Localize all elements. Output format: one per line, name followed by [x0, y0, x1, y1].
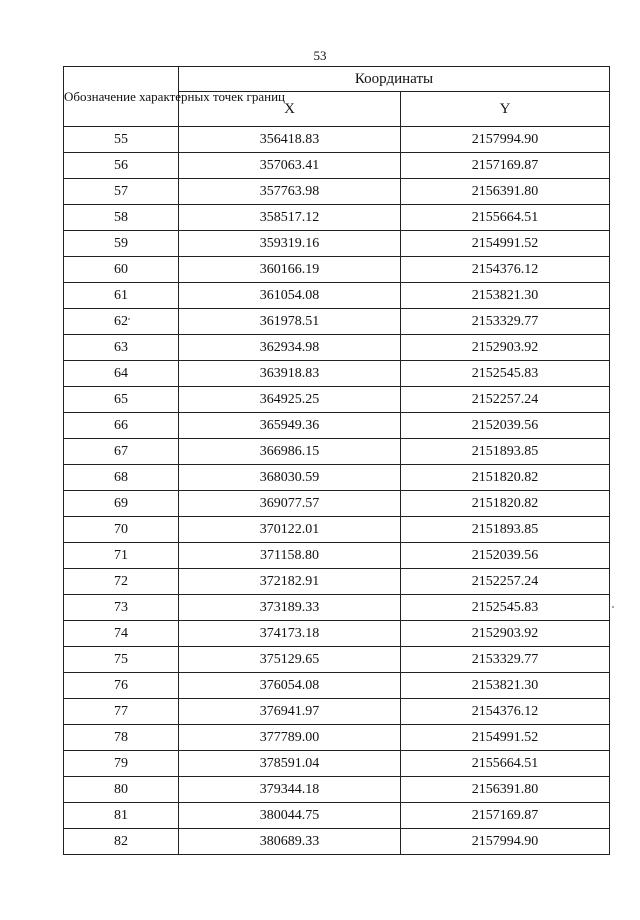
point-cell: 80: [64, 777, 179, 803]
x-coordinate-cell: 373189.33: [179, 595, 401, 621]
table-row: [64, 387, 610, 413]
point-cell: 75: [64, 647, 179, 673]
point-cell: 61: [64, 283, 179, 309]
y-coordinate-cell: 2151893.85: [401, 517, 610, 543]
scan-speck: [612, 606, 614, 608]
point-cell: 55: [64, 127, 179, 153]
y-coordinate-cell: 2156391.80: [401, 179, 610, 205]
table-row: [64, 621, 610, 647]
table-row: [64, 335, 610, 361]
point-cell: 65: [64, 387, 179, 413]
y-coordinate-cell: 2154991.52: [401, 231, 610, 257]
table-row: [64, 439, 610, 465]
x-coordinate-cell: 378591.04: [179, 751, 401, 777]
table-row: [64, 127, 610, 153]
point-cell: 69: [64, 491, 179, 517]
y-column-header: Y: [401, 92, 610, 127]
point-designation-header: Обозначение характерных точек границ: [64, 67, 179, 127]
y-coordinate-cell: 2153821.30: [401, 283, 610, 309]
point-cell: 77: [64, 699, 179, 725]
table-row: [64, 231, 610, 257]
x-coordinate-cell: 364925.25: [179, 387, 401, 413]
point-cell: 76: [64, 673, 179, 699]
point-cell: 73: [64, 595, 179, 621]
x-coordinate-cell: 360166.19: [179, 257, 401, 283]
point-cell: 60: [64, 257, 179, 283]
x-coordinate-cell: 380689.33: [179, 829, 401, 855]
y-coordinate-cell: 2154376.12: [401, 257, 610, 283]
y-coordinate-cell: 2152903.92: [401, 621, 610, 647]
x-coordinate-cell: 363918.83: [179, 361, 401, 387]
point-cell: 72: [64, 569, 179, 595]
x-coordinate-cell: 374173.18: [179, 621, 401, 647]
coordinates-header: Координаты: [179, 67, 610, 92]
y-coordinate-cell: 2155664.51: [401, 751, 610, 777]
y-coordinate-cell: 2152257.24: [401, 569, 610, 595]
table-row: [64, 283, 610, 309]
table-row: [64, 517, 610, 543]
point-cell: 57: [64, 179, 179, 205]
table-row: [64, 465, 610, 491]
point-cell: 62: [64, 309, 179, 335]
x-coordinate-cell: 362934.98: [179, 335, 401, 361]
x-coordinate-cell: 369077.57: [179, 491, 401, 517]
x-coordinate-cell: 375129.65: [179, 647, 401, 673]
table-row: [64, 205, 610, 231]
table-row: [64, 491, 610, 517]
point-cell: 56: [64, 153, 179, 179]
table-row: [64, 777, 610, 803]
y-coordinate-cell: 2152257.24: [401, 387, 610, 413]
table-row: [64, 309, 610, 335]
x-coordinate-cell: 379344.18: [179, 777, 401, 803]
y-coordinate-cell: 2157169.87: [401, 803, 610, 829]
point-cell: 71: [64, 543, 179, 569]
table-row: [64, 179, 610, 205]
point-cell: 70: [64, 517, 179, 543]
y-coordinate-cell: 2157994.90: [401, 829, 610, 855]
x-coordinate-cell: 356418.83: [179, 127, 401, 153]
x-coordinate-cell: 358517.12: [179, 205, 401, 231]
point-cell: 58: [64, 205, 179, 231]
y-coordinate-cell: 2152545.83: [401, 595, 610, 621]
table-row: [64, 725, 610, 751]
point-cell: 78: [64, 725, 179, 751]
y-coordinate-cell: 2153329.77: [401, 647, 610, 673]
coordinates-table: [63, 66, 610, 855]
table-row: [64, 543, 610, 569]
y-coordinate-cell: 2155664.51: [401, 205, 610, 231]
y-coordinate-cell: 2157994.90: [401, 127, 610, 153]
x-coordinate-cell: 371158.80: [179, 543, 401, 569]
x-coordinate-cell: 357763.98: [179, 179, 401, 205]
y-coordinate-cell: 2152039.56: [401, 413, 610, 439]
table-row: [64, 699, 610, 725]
x-coordinate-cell: 372182.91: [179, 569, 401, 595]
y-coordinate-cell: 2151893.85: [401, 439, 610, 465]
table-row: [64, 673, 610, 699]
x-coordinate-cell: 366986.15: [179, 439, 401, 465]
point-cell: 74: [64, 621, 179, 647]
table-header: [64, 67, 610, 127]
table-row: [64, 569, 610, 595]
table-row: [64, 829, 610, 855]
point-cell: 68: [64, 465, 179, 491]
x-coordinate-cell: 361978.51: [179, 309, 401, 335]
table-body: [64, 127, 610, 855]
y-coordinate-cell: 2154991.52: [401, 725, 610, 751]
table-row: [64, 803, 610, 829]
table-row: [64, 595, 610, 621]
x-coordinate-cell: 376054.08: [179, 673, 401, 699]
x-coordinate-cell: 380044.75: [179, 803, 401, 829]
point-cell: 63: [64, 335, 179, 361]
table-row: [64, 413, 610, 439]
y-coordinate-cell: 2154376.12: [401, 699, 610, 725]
table-row: [64, 647, 610, 673]
point-cell: 67: [64, 439, 179, 465]
table-row: [64, 751, 610, 777]
x-coordinate-cell: 370122.01: [179, 517, 401, 543]
point-cell: 66: [64, 413, 179, 439]
y-coordinate-cell: 2152545.83: [401, 361, 610, 387]
table-row: [64, 361, 610, 387]
point-cell: 81: [64, 803, 179, 829]
x-coordinate-cell: 376941.97: [179, 699, 401, 725]
x-coordinate-cell: 377789.00: [179, 725, 401, 751]
x-coordinate-cell: 361054.08: [179, 283, 401, 309]
y-coordinate-cell: 2151820.82: [401, 491, 610, 517]
y-coordinate-cell: 2152903.92: [401, 335, 610, 361]
y-coordinate-cell: 2156391.80: [401, 777, 610, 803]
point-cell: 59: [64, 231, 179, 257]
y-coordinate-cell: 2153821.30: [401, 673, 610, 699]
x-coordinate-cell: 359319.16: [179, 231, 401, 257]
x-coordinate-cell: 365949.36: [179, 413, 401, 439]
point-cell: 82: [64, 829, 179, 855]
y-coordinate-cell: 2151820.82: [401, 465, 610, 491]
x-coordinate-cell: 357063.41: [179, 153, 401, 179]
page-number: 53: [313, 48, 327, 63]
y-coordinate-cell: 2157169.87: [401, 153, 610, 179]
y-coordinate-cell: 2153329.77: [401, 309, 610, 335]
y-coordinate-cell: 2152039.56: [401, 543, 610, 569]
table-row: [64, 257, 610, 283]
table-row: [64, 153, 610, 179]
point-cell: 79: [64, 751, 179, 777]
x-column-header: X: [179, 92, 401, 127]
x-coordinate-cell: 368030.59: [179, 465, 401, 491]
scan-speck: [128, 318, 130, 320]
point-cell: 64: [64, 361, 179, 387]
